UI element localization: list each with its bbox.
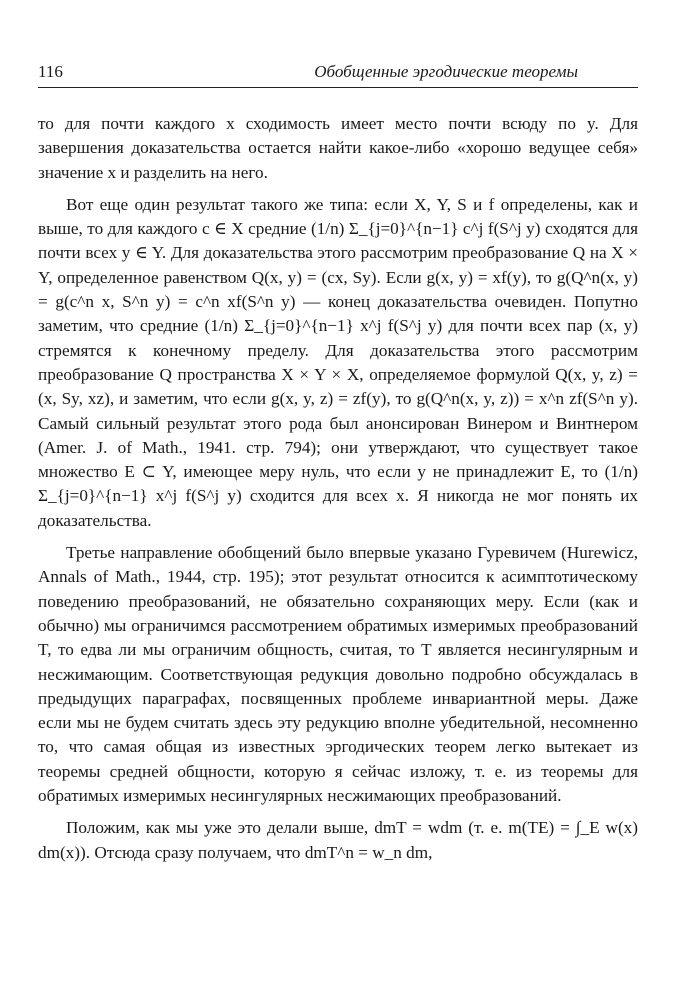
paragraph-2: Вот еще один результат такого же типа: если X, Y, S и f определены, как и выше, то для каждого c ∈ X средние (1/n) Σ_{j=0}^{n−1} c^j f(S^j y) сходятся для почти всех y ∈ Y. Для доказательства этого рассмотрим преобразование Q на X × Y, определенное равенством Q(x, y) = (cx, Sy). Если g(x, y) = xf(y), то g(Q^n(x, y) = g(c^n x, S^n y) = c^n xf(S^n y) — конец доказательства очевиден. Попутно заметим, что средние (1/n) Σ_{j=0}^{n−1} x^j f(S^j y) для почти всех пар (x, y) стремятся к конечному пределу. Для доказательства этого рассмотрим преобразование Q пространства X × Y × X, определяемое формулой Q(x, y, z) = (x, Sy, xz), и заметим, что если g(x, y, z) = zf(y), то g(Q^n(x, y, z)) = x^n zf(S^n y). Самый сильный результат этого рода был анонсирован Винером и Винтнером (Amer. J. of Math., 1941. стр. 794); они утверждают, что существует такое множество E ⊂ Y, имеющее меру нуль, что если y не принадлежит E, то (1/n) Σ_{j=0}^{n−1} x^j f(S^j y) сходится для всех x. Я никогда не мог понять их доказательства. [38, 194, 638, 530]
paragraph-1: то для почти каждого x сходимость имеет место почти всюду по y. Для завершения доказательства остается найти какое-либо «хорошо ведущее себя» значение x и разделить на него. [38, 114, 638, 182]
page-body [38, 112, 638, 865]
running-title: Обобщенные эргодические теоремы [314, 62, 578, 81]
page-number: 116 [38, 62, 63, 81]
paragraph-4: Положим, как мы уже это делали выше, dmT = wdm (т. е. m(TE) = ∫_E w(x) dm(x)). Отсюда сразу получаем, что dmT^n = w_n dm, [38, 818, 638, 862]
paragraph-3: Третье направление обобщений было впервые указано Гуревичем (Hurewicz, Annals of Math., 1944, стр. 195); этот результат относится к асимптотическому поведению преобразований, не обязательно сохраняющих меру. Если (как и обычно) мы ограничимся рассмотрением обратимых измеримых преобразований T, то едва ли мы ограничим общность, считая, то T является несингулярным и несжимающим. Соответствующая редукция довольно подробно обсуждалась в предыдущих параграфах, посвященных проблеме инвариантной меры. Даже если мы не будем считать здесь эту редукцию вполне убедительной, несомненно то, что самая общая из известных эргодических теорем легко вытекает из теоремы средней общности, которую я сейчас изложу, т. е. из теоремы для обратимых измеримых несингулярных несжимающих преобразований. [38, 543, 638, 806]
book-page [38, 62, 638, 865]
running-header [38, 62, 638, 88]
